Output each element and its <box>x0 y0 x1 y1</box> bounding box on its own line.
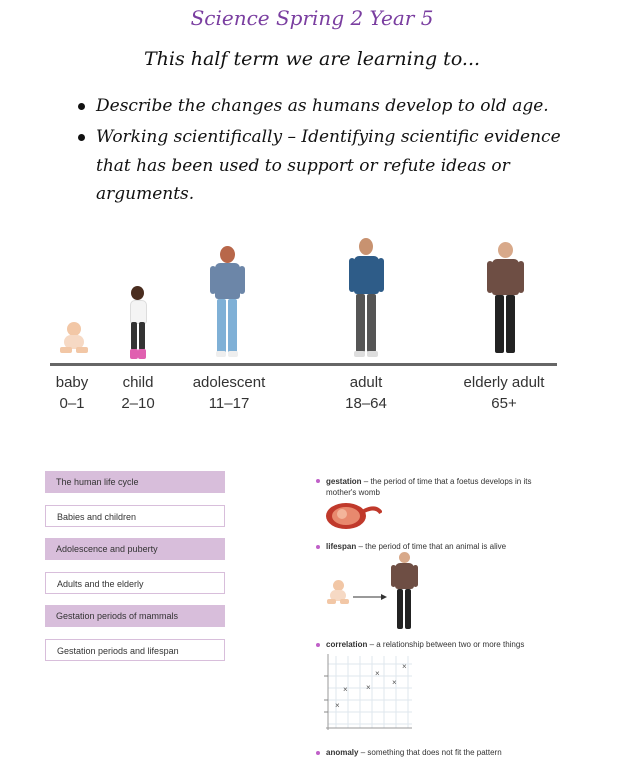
womb-image <box>324 501 382 531</box>
baby-figure <box>58 322 90 360</box>
arrow-icon <box>353 588 387 596</box>
glossary-definition: – the period of time that a foetus develops in its <box>361 477 532 486</box>
stage-age: 0–1 <box>59 395 85 412</box>
glossary-definition: – the period of time that an animal is alive <box>356 542 507 551</box>
adult-figure <box>346 238 386 360</box>
bullet-dot-icon <box>78 103 85 110</box>
glossary-term: anomaly <box>326 748 359 757</box>
stage-age: 2–10 <box>121 395 155 412</box>
page-title: Science Spring 2 Year 5 <box>190 6 434 30</box>
stage-label: adult <box>349 374 383 391</box>
glossary-term: lifespan <box>326 542 357 551</box>
glossary-definition: – a relationship between two or more things <box>367 640 525 649</box>
scatter-point: × <box>366 683 371 692</box>
topic-item: Adults and the elderly <box>45 572 225 594</box>
stage-label: elderly adult <box>463 374 545 391</box>
life-stage <box>40 374 104 412</box>
scatter-point: × <box>375 669 380 678</box>
glossary-entry <box>326 639 566 650</box>
scatter-point: × <box>343 685 348 694</box>
life-stage <box>448 374 560 412</box>
topic-item: Gestation periods of mammals <box>45 605 225 627</box>
scatter-point: × <box>392 678 397 687</box>
bullet-text: Describe the changes as humans develop to old age. <box>96 96 549 116</box>
glossary-dot-icon <box>316 751 320 755</box>
stage-label: baby <box>55 374 89 391</box>
topic-item: Gestation periods and lifespan <box>45 639 225 661</box>
life-stage <box>177 374 281 412</box>
life-stage <box>106 374 170 412</box>
bullet-continuation: that has been used to support or refute ideas or <box>96 156 510 176</box>
glossary-definition: mother's womb <box>326 488 380 497</box>
elderly-figure <box>485 242 525 360</box>
stage-age: 18–64 <box>345 395 387 412</box>
scatter-point: × <box>402 662 407 671</box>
scatter-graph <box>320 652 414 738</box>
stage-age: 11–17 <box>208 395 250 412</box>
glossary-dot-icon <box>316 643 320 647</box>
stage-label: adolescent <box>192 374 266 391</box>
glossary-dot-icon <box>316 545 320 549</box>
baby-figure <box>326 580 350 608</box>
intro-text: This half term we are learning to... <box>143 48 481 70</box>
stage-age: 65+ <box>491 395 517 412</box>
topic-item: The human life cycle <box>45 471 225 493</box>
glossary-entry <box>326 541 566 552</box>
adolescent-figure <box>207 246 247 360</box>
glossary-entry <box>326 747 566 758</box>
glossary-definition: – something that does not fit the pattern <box>358 748 502 757</box>
elderly-figure <box>390 552 418 632</box>
timeline-line <box>50 363 557 366</box>
glossary-term: correlation <box>326 640 368 649</box>
topic-item: Adolescence and puberty <box>45 538 225 560</box>
scatter-point: × <box>335 701 340 710</box>
bullet-text: Working scientifically – Identifying scientific evidence <box>96 127 561 147</box>
life-stage <box>326 374 406 412</box>
glossary-term: gestation <box>326 477 362 486</box>
topic-item: Babies and children <box>45 505 225 527</box>
glossary-dot-icon <box>316 479 320 483</box>
bullet-dot-icon <box>78 134 85 141</box>
bullet-continuation: arguments. <box>96 184 195 204</box>
glossary-entry <box>326 476 566 498</box>
stage-label: child <box>122 374 154 391</box>
child-figure <box>125 286 151 362</box>
